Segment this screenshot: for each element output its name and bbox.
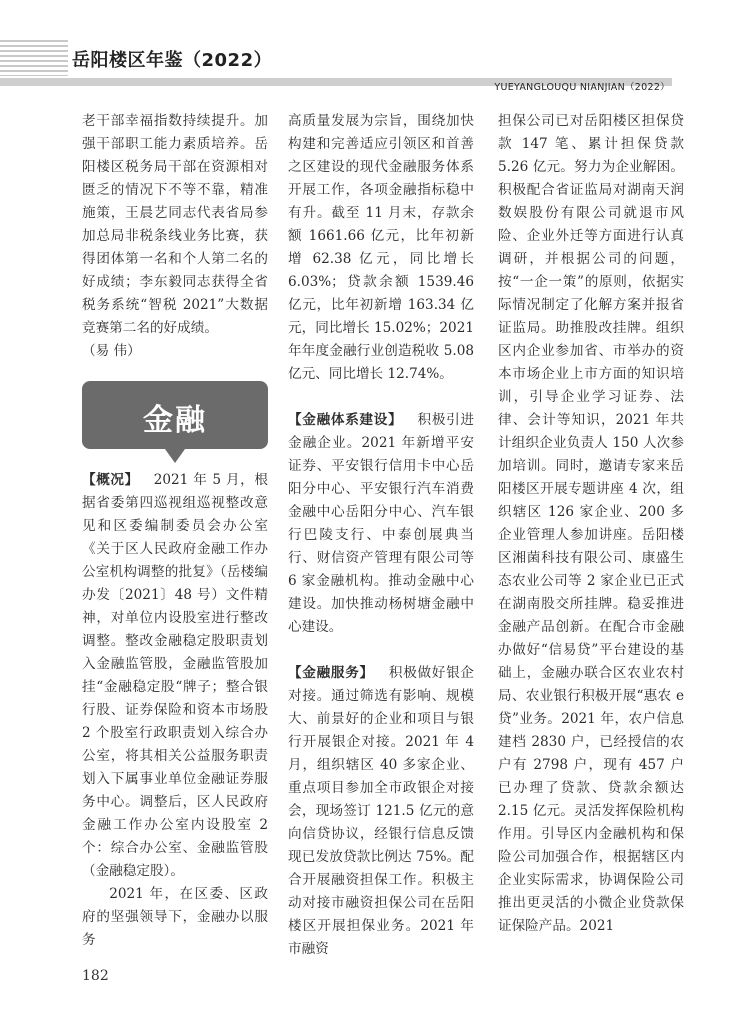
overview-heading: 【概况】 [82,472,139,488]
overview-paragraph [82,469,268,883]
yearbook-title: 岳阳楼区年鉴（2022） [72,50,273,71]
service-text: 积极做好银企对接。通过筛选有影响、规模大、前景好的企业和项目与银行开展银企对接。2021 年 4 月，组织辖区 40 多家企业、重点项目参加全市政银企对接会，现场签订 121.5 亿元的意向信贷协议，经银行信息反馈现已发放贷款比例达 75%。配合开展融资担保工作。积极主动对接市融资担保公司在岳阳楼区开展担保业务。2021 年市融资 [288,665,475,957]
paragraph: 老干部幸福指数持续提升。加强干部职工能力素质培养。岳阳楼区税务局干部在资源相对匮乏的情况下不等不靠，精准施策，王晨艺同志代表省局参加总局非税条线业务比赛，获得团体第一名和个人第二名的好成绩；李东毅同志获得全省税务系统“智税 2021”大数据竞赛第二名的好成绩。 [82,113,268,336]
text-column-right [498,110,684,938]
paragraph: 2021 年，在区委、区政府的坚强领导下，金融办以服务 [82,886,268,948]
paragraph: 高质量发展为宗旨，围绕加快构建和完善适应引领区和首善之区建设的现代金融服务体系开展工作，各项金融指标稳中有升。截至 11 月末，存款余额 1661.66 亿元，比年初新增 62.38 亿元，同比增长 6.03%；贷款余额 1539.46 亿元，比年初新增 163.34 亿元，同比增长 15.02%；2021 年年度金融行业创造税收 5.08 亿元、同比增长 12.74%。 [288,113,474,382]
service-heading: 【金融服务】 [288,665,374,681]
system-paragraph [288,409,474,639]
author-signature: （易 伟） [82,343,141,359]
yearbook-subtitle: YUEYANGLOUQU NIANJIAN（2022） [494,82,670,93]
system-text: 积极引进金融企业。2021 年新增平安证券、平安银行信用卡中心岳阳分中心、平安银行汽车消费金融中心岳阳分中心、汽车银行巴陵支行、中泰创展典当行、财信资产管理有限公司等 6 家金融机构。推动金融中心建设。加快推动杨树塘金融中心建设。 [288,412,475,635]
system-heading: 【金融体系建设】 [288,412,403,428]
text-column-middle [288,110,474,961]
page-number: 182 [82,968,109,984]
paragraph: 担保公司已对岳阳楼区担保贷款 147 笔、累计担保贷款 5.26 亿元。努力为企业解困。积极配合省证监局对湖南天润数娱股份有限公司就退市风险、企业外迁等方面进行认真调研，并根据公司的问题，按“一企一策”的原则，依据实际情况制定了化解方案并报省证监局。助推股改挂牌。组织区内企业参加省、市举办的资本市场企业上市方面的知识培训，引导企业学习证券、法律、会计等知识，2021 年共计组织企业负责人 150 人次参加培训。同时，邀请专家来岳阳楼区开展专题讲座 4 次，组织辖区 126 家企业、200 多企业管理人参加讲座。岳阳楼区湘菌科技有限公司、康盛生态农业公司等 2 家企业已正式在湖南股交所挂牌。稳妥推进金融产品创新。在配合市金融办做好“信易贷”平台建设的基础上，金融办联合区农业农村局、农业银行积极开展“惠农 e 贷”业务。2021 年，农户信息建档 2830 户，已经授信的农户有 2798 户，现有 457 户已办理了贷款、贷款余额达 2.15 亿元。灵活发挥保险机构作用。引导区内金融机构和保险公司加强合作，根据辖区内企业实际需求，协调保险公司推出更灵活的小微企业贷款保证保险产品。2021 [498,113,684,934]
section-banner [82,381,268,449]
banner-pointer [165,449,185,463]
overview-text: 2021 年 5 月，根据省委第四巡视组巡视整改意见和区委编制委员会办公室《关于区人民政府金融工作办公室机构调整的批复》（岳楼编办发〔2021〕48 号）文件精神，对单位内设股室进行整改调整。整改金融稳定股职责划入金融监管股，金融监管股加挂“金融稳定股“牌子；整合银行股、证券保险和资本市场股 2 个股室行政职责划入综合办公室，将其相关公益服务职责划入下属事业单位金融证券服务中心。调整后，区人民政府金融工作办公室内设股室 2 个：综合办公室、金融监管股（金融稳定股）。 [82,472,268,879]
text-column-left [82,110,268,952]
section-title: 金融 [143,403,207,438]
header-decoration-lines [0,40,68,76]
service-paragraph [288,662,474,961]
